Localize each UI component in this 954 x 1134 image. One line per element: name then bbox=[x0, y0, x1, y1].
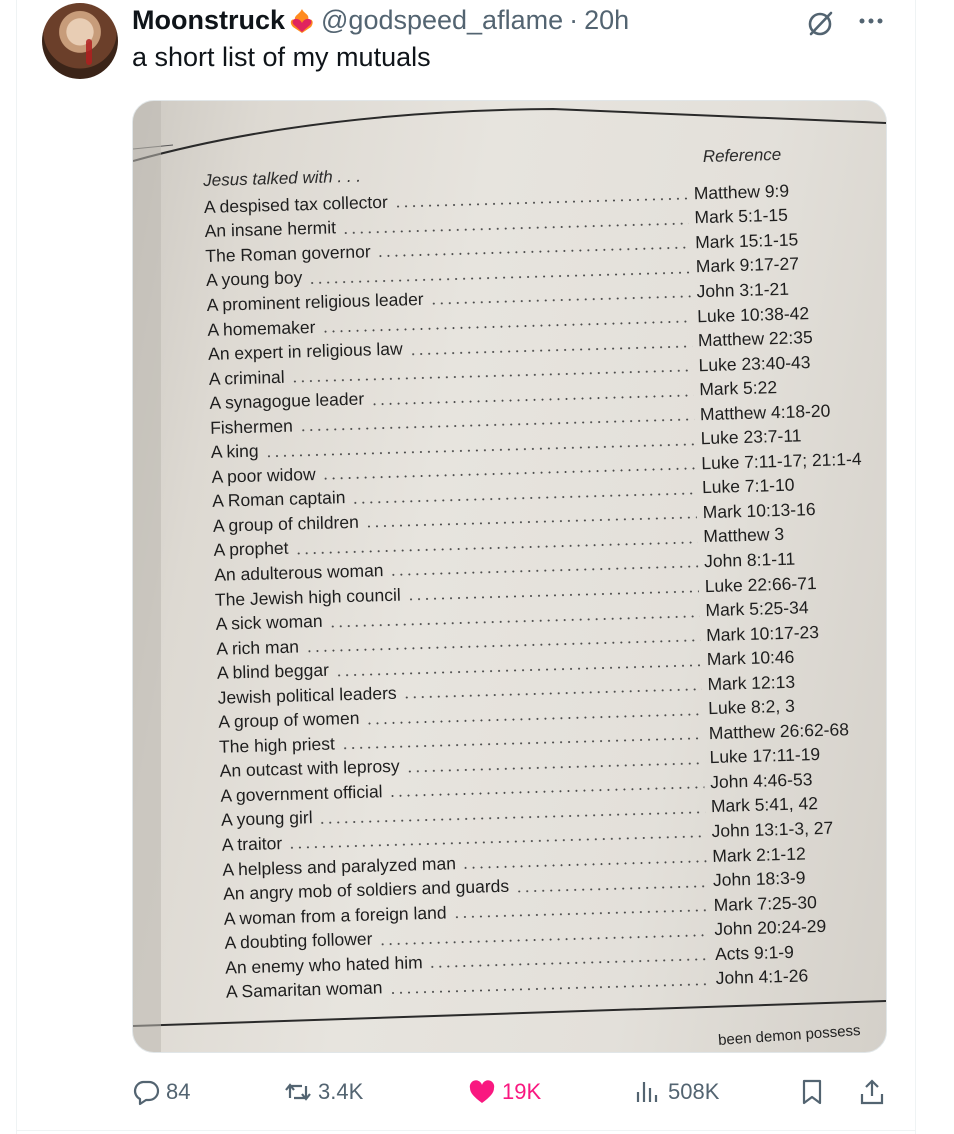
reference-cell: Mark 15:1-15 bbox=[694, 229, 799, 253]
reference-cell: Mark 2:1-12 bbox=[712, 842, 806, 866]
dot-leader bbox=[453, 909, 708, 918]
share-icon[interactable] bbox=[858, 1078, 886, 1106]
page-footer-text: been demon possess bbox=[717, 1022, 862, 1049]
timestamp[interactable]: 20h bbox=[584, 4, 630, 35]
action-bar bbox=[132, 1072, 892, 1112]
views-count: 508K bbox=[668, 1079, 720, 1104]
person-cell: A poor widow bbox=[211, 463, 316, 487]
repost-count: 3.4K bbox=[318, 1079, 364, 1104]
post-header bbox=[132, 4, 629, 36]
person-cell: An enemy who hated him bbox=[224, 951, 423, 978]
reference-cell: Luke 17:11-19 bbox=[709, 744, 821, 768]
reference-cell: John 4:46-53 bbox=[709, 769, 813, 792]
dot-leader bbox=[409, 345, 692, 355]
person-cell: A Samaritan woman bbox=[225, 977, 383, 1002]
display-name[interactable]: Moonstruck bbox=[132, 4, 286, 35]
reply-count: 84 bbox=[166, 1079, 191, 1104]
reference-cell: Matthew 22:35 bbox=[697, 327, 813, 351]
person-cell: A woman from a foreign land bbox=[223, 902, 447, 929]
person-cell: An outcast with leprosy bbox=[219, 756, 400, 782]
repost-button[interactable] bbox=[284, 1072, 363, 1112]
reference-cell: Mark 12:13 bbox=[707, 671, 796, 694]
person-cell: A despised tax collector bbox=[203, 191, 389, 217]
reference-cell: Luke 7:11-17; 21:1-4 bbox=[701, 448, 862, 473]
handle[interactable]: @godspeed_aflame bbox=[321, 4, 564, 35]
views-button[interactable] bbox=[634, 1072, 719, 1112]
reference-cell: John 8:1-11 bbox=[703, 548, 796, 572]
reference-cell: Mark 5:22 bbox=[699, 377, 778, 400]
reference-cell: Mark 7:25-30 bbox=[713, 891, 818, 915]
grok-icon[interactable] bbox=[806, 8, 836, 38]
reply-button[interactable] bbox=[132, 1072, 190, 1112]
reference-cell: Mark 5:25-34 bbox=[705, 597, 809, 621]
person-cell: A prominent religious leader bbox=[206, 288, 424, 315]
reference-cell: John 3:1-21 bbox=[696, 278, 790, 302]
person-cell: A blind beggar bbox=[216, 659, 330, 683]
person-cell: Jewish political leaders bbox=[217, 682, 397, 708]
reference-cell: Mark 10:17-23 bbox=[705, 621, 820, 645]
bookmark-icon[interactable] bbox=[798, 1078, 826, 1106]
reference-cell: Luke 7:1-10 bbox=[701, 474, 795, 498]
person-cell: A criminal bbox=[208, 366, 285, 389]
reference-cell: Matthew 4:18-20 bbox=[699, 400, 831, 424]
person-cell: An insane hermit bbox=[204, 217, 337, 242]
dot-leader bbox=[515, 885, 707, 892]
reference-cell: Luke 22:66-71 bbox=[704, 572, 817, 596]
reference-cell: John 20:24-29 bbox=[714, 916, 827, 940]
separator-dot: · bbox=[569, 4, 579, 35]
reference-cell: Luke 23:40-43 bbox=[698, 351, 811, 375]
person-cell: A Roman captain bbox=[211, 487, 346, 512]
person-cell: A prophet bbox=[213, 538, 289, 561]
like-count: 19K bbox=[502, 1079, 542, 1104]
post-divider bbox=[16, 1130, 916, 1131]
dot-leader bbox=[429, 958, 709, 968]
reference-cell: Mark 9:17-27 bbox=[695, 253, 800, 277]
person-cell: The Jewish high council bbox=[214, 584, 401, 610]
reference-cell: Mark 5:41, 42 bbox=[710, 793, 819, 817]
reference-cell: Acts 9:1-9 bbox=[714, 941, 795, 964]
person-cell: A rich man bbox=[216, 636, 300, 659]
views-icon bbox=[634, 1078, 662, 1106]
reference-cell: John 18:3-9 bbox=[712, 867, 806, 891]
dot-leader bbox=[462, 860, 706, 869]
person-cell: The Roman governor bbox=[205, 241, 371, 266]
like-button[interactable] bbox=[468, 1072, 541, 1112]
person-cell: A helpless and paralyzed man bbox=[222, 852, 457, 880]
reference-cell: Mark 10:13-16 bbox=[702, 498, 816, 523]
dot-leader bbox=[389, 983, 710, 994]
bible-table bbox=[203, 144, 886, 1005]
like-icon bbox=[468, 1078, 496, 1106]
person-cell: A homemaker bbox=[207, 316, 316, 340]
reply-icon bbox=[132, 1078, 160, 1106]
repost-icon bbox=[284, 1078, 312, 1106]
more-icon[interactable] bbox=[858, 16, 884, 26]
reference-cell: Luke 23:7-11 bbox=[700, 425, 802, 449]
timeline-border-right bbox=[915, 0, 916, 1134]
person-cell: A synagogue leader bbox=[209, 388, 365, 414]
person-cell: A king bbox=[210, 440, 259, 463]
person-cell: A government official bbox=[220, 781, 383, 806]
person-cell: The high priest bbox=[218, 733, 336, 757]
timeline-border-left bbox=[16, 0, 17, 1134]
person-cell: A young boy bbox=[205, 267, 303, 291]
reference-cell: Matthew 26:62-68 bbox=[708, 718, 850, 743]
reference-cell: John 4:1-26 bbox=[715, 965, 809, 989]
person-cell: Fishermen bbox=[209, 415, 294, 438]
header-reference: Reference bbox=[702, 144, 782, 167]
reference-cell: John 13:1-3, 27 bbox=[711, 817, 834, 842]
person-cell: A doubting follower bbox=[224, 928, 373, 953]
person-cell: A traitor bbox=[221, 833, 283, 855]
person-cell: A sick woman bbox=[215, 610, 323, 634]
person-cell: An expert in religious law bbox=[207, 338, 403, 364]
person-cell: A group of children bbox=[212, 511, 360, 536]
reference-cell: Luke 10:38-42 bbox=[696, 302, 810, 326]
table-rows bbox=[204, 177, 886, 1005]
fire-heart-icon bbox=[287, 6, 317, 34]
reference-cell: Mark 10:46 bbox=[706, 646, 795, 670]
avatar[interactable] bbox=[42, 3, 118, 79]
reference-cell: Mark 5:1-15 bbox=[694, 205, 789, 228]
reference-cell: Luke 8:2, 3 bbox=[707, 695, 796, 719]
dot-leader bbox=[430, 296, 691, 305]
post-text: a short list of my mutuals bbox=[132, 42, 431, 72]
header-talked-with: Jesus talked with . . . bbox=[203, 166, 362, 190]
person-cell: A young girl bbox=[220, 807, 313, 831]
reference-cell: Matthew 9:9 bbox=[693, 180, 790, 204]
reference-cell: Matthew 3 bbox=[703, 524, 785, 547]
person-cell: An adulterous woman bbox=[214, 560, 384, 585]
person-cell: A group of women bbox=[218, 708, 360, 733]
post-photo[interactable] bbox=[132, 100, 887, 1053]
person-cell: An angry mob of soldiers and guards bbox=[222, 875, 510, 904]
